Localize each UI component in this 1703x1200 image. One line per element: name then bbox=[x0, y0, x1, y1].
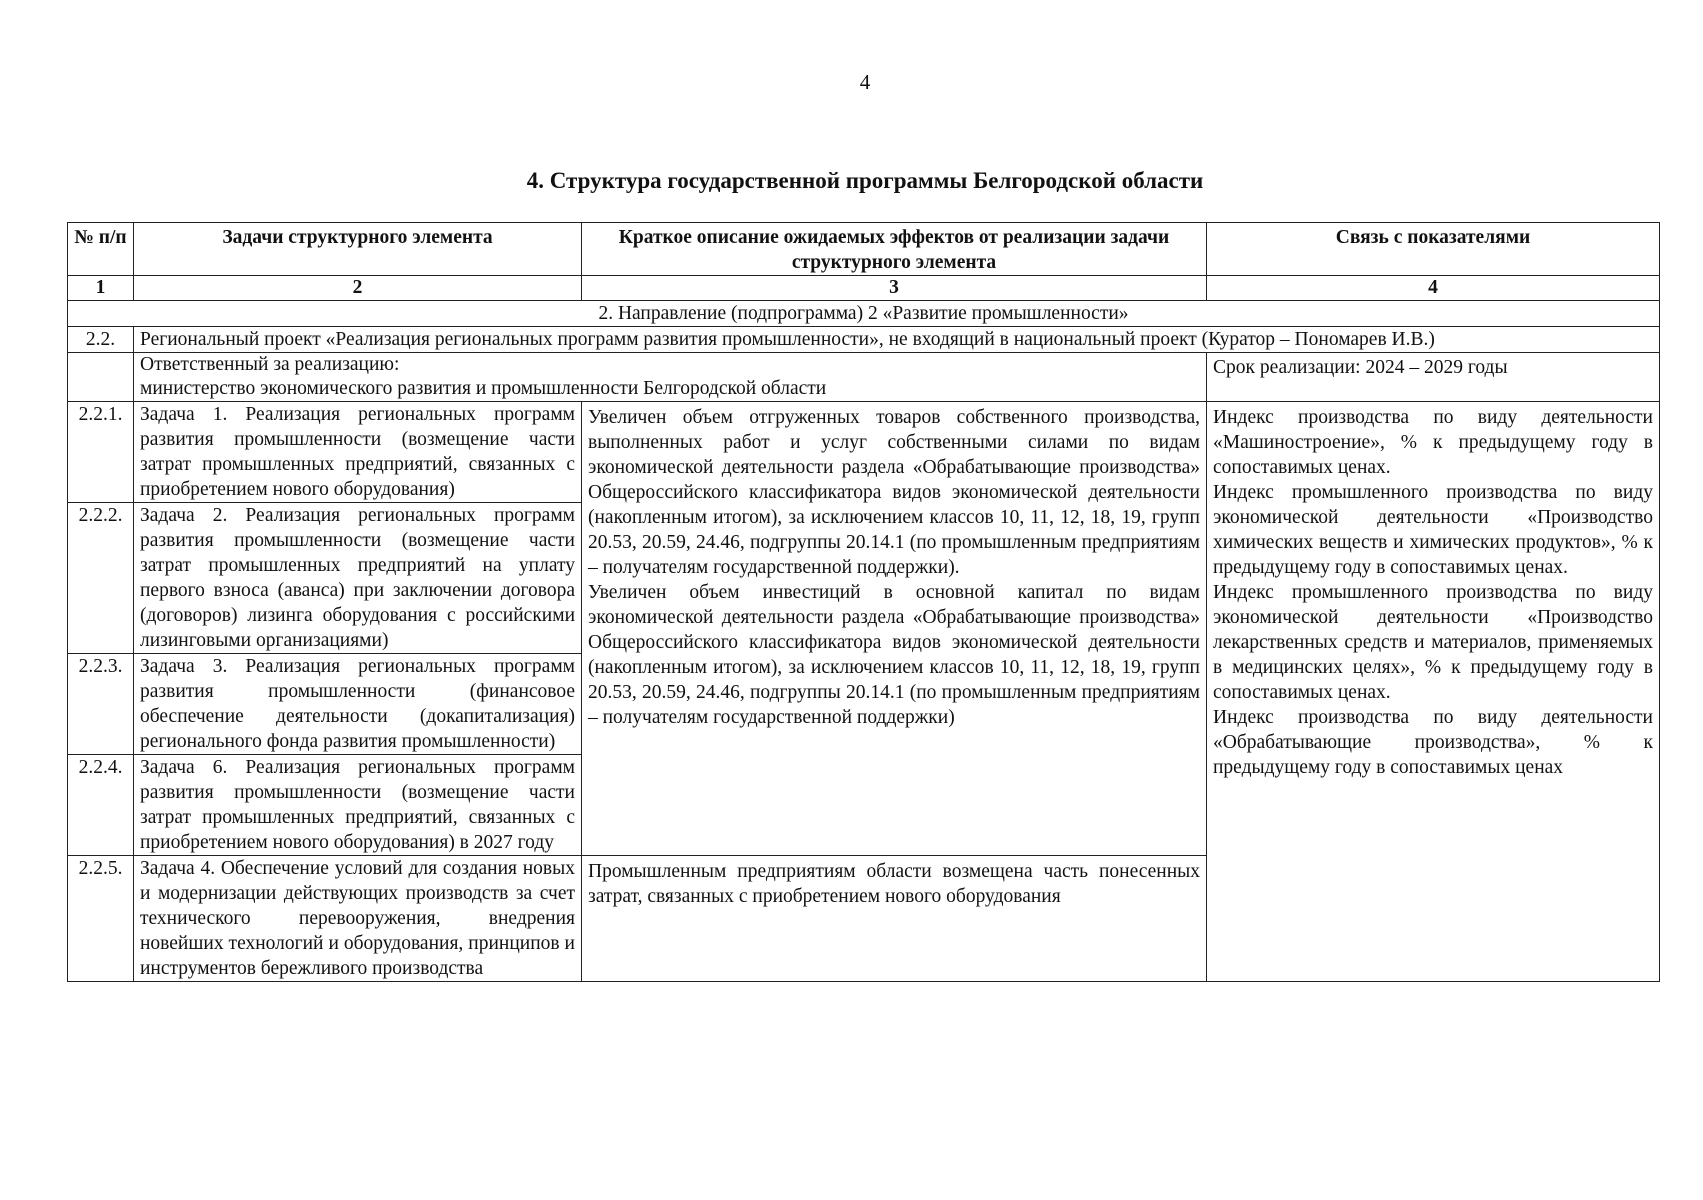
responsible-label: Ответственный за реализацию: bbox=[140, 354, 400, 375]
table-header-row bbox=[68, 223, 1660, 276]
effect-task-cell: Промышленным предприятиям области возмещена часть понесенных затрат, связанных с приобретением нового оборудования bbox=[582, 856, 1207, 982]
responsible-value: министерство экономического развития и промышленности Белгородской области bbox=[140, 378, 827, 399]
indicator-paragraph: Индекс производства по виду деятельности «Машиностроение», % к предыдущему году в сопоставимых ценах. bbox=[1213, 407, 1653, 478]
task-number: 2.2.2. bbox=[68, 503, 134, 654]
indicator-paragraph: Индекс производства по виду деятельности «Обрабатывающие производства», % к предыдущему году в сопоставимых ценах bbox=[1213, 707, 1653, 778]
document-title: 4. Структура государственной программы Белгородской области bbox=[526, 168, 1204, 193]
task-number: 2.2.3. bbox=[68, 654, 134, 755]
column-number: 3 bbox=[582, 276, 1207, 301]
header-tasks: Задачи структурного элемента bbox=[134, 223, 582, 276]
column-number-row bbox=[68, 276, 1660, 301]
task-text: Задача 1. Реализация региональных программ развития промышленности (возмещение части затрат промышленных предприятий, связанных с приобретением нового оборудования) bbox=[134, 402, 582, 503]
term-cell: Срок реализации: 2024 – 2029 годы bbox=[1207, 353, 1660, 402]
responsible-cell bbox=[134, 353, 1207, 402]
task-text: Задача 4. Обеспечение условий для создания новых и модернизации действующих производств за счет технического перевооружения, внедрения новейших технологий и оборудования, принципов и инструментов бережливого производства bbox=[134, 856, 582, 982]
responsible-row bbox=[68, 353, 1660, 402]
indicator-paragraph: Индекс промышленного производства по виду экономической деятельности «Производство лекарственных средств и материалов, применяемых в медицинских целях», % к предыдущему году в сопоставимых ценах. bbox=[1213, 582, 1653, 703]
direction-row bbox=[68, 301, 1660, 327]
project-number: 2.2. bbox=[68, 327, 134, 353]
effect-paragraph: Увеличен объем отгруженных товаров собственного производства, выполненных работ и услуг собственными силами по видам экономической деятельности раздела «Обрабатывающие производства» Общероссийского классификатора видов экономической деятельности (накопленным итогом), за исключением классов 10, 11, 12, 18, 19, групп 20.53, 20.59, 24.46, подгруппы 20.14.1 (по промышленным предприятиям – получателям государственной поддержки). bbox=[588, 407, 1200, 578]
effect-paragraph: Увеличен объем инвестиций в основной капитал по видам экономической деятельности раздела «Обрабатывающие производства» Общероссийского классификатора видов экономической деятельности (накопленным итогом), за исключением классов 10, 11, 12, 18, 19, групп 20.53, 20.59, 24.46, подгруппы 20.14.1 (по промышленным предприятиям – получателям государственной поддержки) bbox=[588, 582, 1200, 728]
task-text: Задача 6. Реализация региональных программ развития промышленности (возмещение части затрат промышленных предприятий, связанных с приобретением нового оборудования) в 2027 году bbox=[134, 755, 582, 856]
effects-group-cell bbox=[582, 402, 1207, 856]
column-number: 2 bbox=[134, 276, 582, 301]
task-number: 2.2.4. bbox=[68, 755, 134, 856]
direction-title: 2. Направление (подпрограмма) 2 «Развитие промышленности» bbox=[68, 301, 1660, 327]
header-indicators: Связь с показателями bbox=[1207, 223, 1660, 276]
table-row bbox=[68, 402, 1660, 503]
empty-cell bbox=[68, 353, 134, 402]
structure-table bbox=[67, 222, 1660, 982]
project-name: Региональный проект «Реализация региональных программ развития промышленности», не входящий в национальный проект (Куратор – Пономарев И.В.) bbox=[134, 327, 1660, 353]
indicators-cell bbox=[1207, 402, 1660, 982]
header-effects: Краткое описание ожидаемых эффектов от реализации задачи структурного элемента bbox=[582, 223, 1207, 276]
task-number: 2.2.5. bbox=[68, 856, 134, 982]
column-number: 1 bbox=[68, 276, 134, 301]
project-row bbox=[68, 327, 1660, 353]
task-text: Задача 3. Реализация региональных программ развития промышленности (финансовое обеспечение деятельности (докапитализация) регионального фонда развития промышленности) bbox=[134, 654, 582, 755]
page-number: 4 bbox=[859, 70, 871, 94]
task-text: Задача 2. Реализация региональных программ развития промышленности (возмещение части затрат промышленных предприятий на уплату первого взноса (аванса) при заключении договора (договоров) лизинга оборудования с российскими лизинговыми организациями) bbox=[134, 503, 582, 654]
task-number: 2.2.1. bbox=[68, 402, 134, 503]
indicator-paragraph: Индекс промышленного производства по виду экономической деятельности «Производство химических веществ и химических продуктов», % к предыдущему году в сопоставимых ценах. bbox=[1213, 482, 1653, 578]
column-number: 4 bbox=[1207, 276, 1660, 301]
header-number: № п/п bbox=[68, 223, 134, 276]
